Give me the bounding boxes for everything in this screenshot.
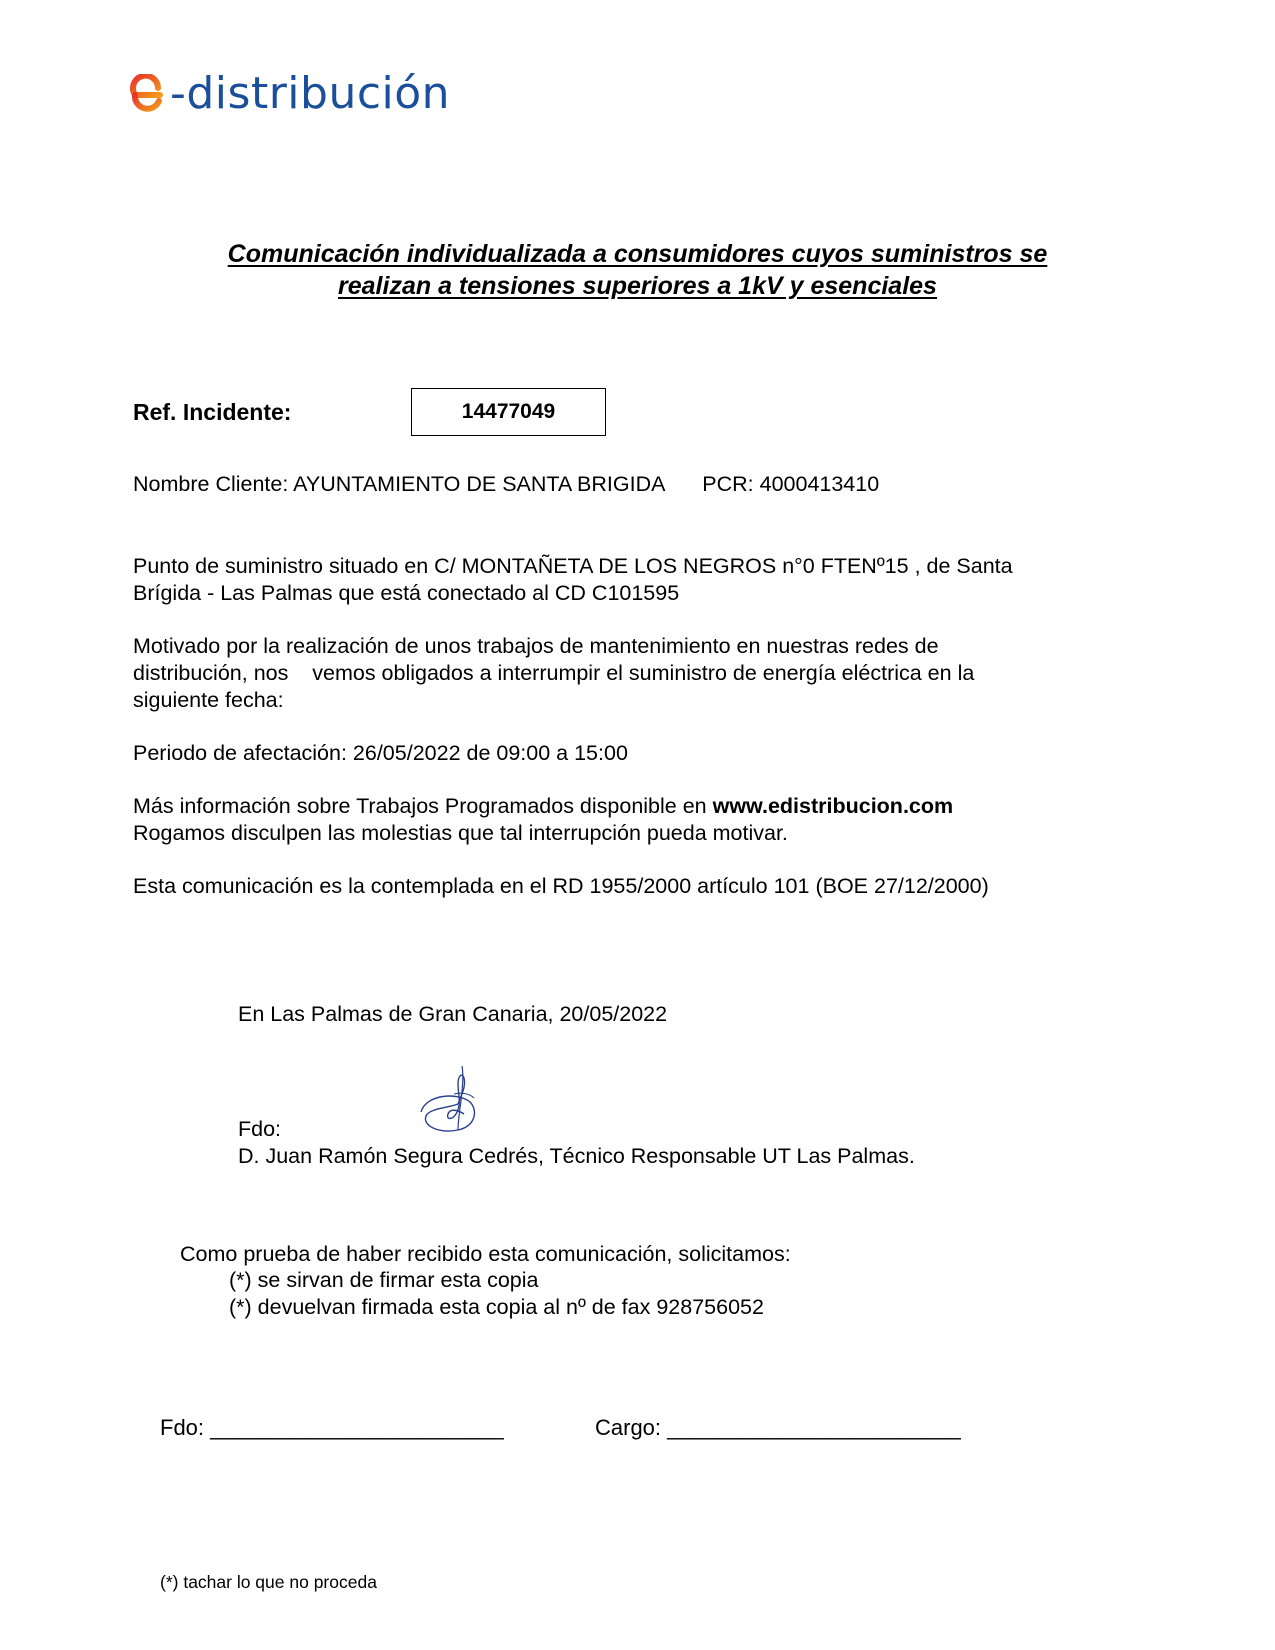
client-line <box>133 471 879 498</box>
motive-paragraph <box>133 633 974 714</box>
ref-value-box <box>411 388 606 436</box>
supply-point-paragraph <box>133 553 1013 607</box>
ack-option-2: (*) devuelvan firmada esta copia al nº de fax 928756052 <box>229 1295 764 1319</box>
ref-value: 14477049 <box>461 400 556 423</box>
title-line-2: realizan a tensiones superiores a 1kV y esenciales <box>338 272 937 300</box>
info-prefix: Más información sobre Trabajos Programados disponible en <box>133 794 713 818</box>
ack-options <box>229 1267 764 1321</box>
fdo-field[interactable]: Fdo: ________________________ <box>160 1415 504 1440</box>
legal-line: Esta comunicación es la contemplada en el RD 1955/2000 artículo 101 (BOE 27/12/2000) <box>133 874 989 898</box>
supply-line-2: Brígida - Las Palmas que está conectado al CD C101595 <box>133 581 680 605</box>
signoff-block <box>238 1116 915 1170</box>
motive-line-1: Motivado por la realización de unos trabajos de mantenimiento en nuestras redes de <box>133 634 939 658</box>
footnote: (*) tachar lo que no proceda <box>160 1572 377 1592</box>
cargo-field[interactable]: Cargo: ________________________ <box>595 1415 961 1440</box>
apology-line: Rogamos disculpen las molestias que tal interrupción pueda motivar. <box>133 821 788 845</box>
client-label: Nombre Cliente: <box>133 472 289 496</box>
ack-option-1: (*) se sirvan de firmar esta copia <box>229 1268 539 1292</box>
ack-intro: Como prueba de haber recibido esta comunicación, solicitamos: <box>180 1242 791 1266</box>
motive-line-2: distribución, nos vemos obligados a interrumpir el suministro de energía eléctrica en la <box>133 661 975 685</box>
brand-name: -distribución <box>170 68 451 119</box>
motive-line-3: siguiente fecha: <box>133 688 284 712</box>
supply-line-1: Punto de suministro situado en C/ MONTAÑETA DE LOS NEGROS n°0 FTENº15 , de Santa <box>133 554 1013 578</box>
client-name: AYUNTAMIENTO DE SANTA BRIGIDA <box>293 472 665 496</box>
place-date: En Las Palmas de Gran Canaria, 20/05/2022 <box>238 1002 668 1026</box>
e-logo-icon <box>127 74 167 114</box>
ref-label: Ref. Incidente: <box>133 399 292 425</box>
pcr-label: PCR: <box>702 472 754 496</box>
document-title <box>0 238 1275 302</box>
pcr-value: 4000413410 <box>759 472 880 496</box>
period-line: Periodo de afectación: 26/05/2022 de 09:00 a 15:00 <box>133 741 628 765</box>
fdo-label: Fdo: <box>238 1117 282 1141</box>
title-line-1: Comunicación individualizada a consumidores cuyos suministros se <box>227 240 1048 268</box>
info-paragraph <box>133 793 953 847</box>
website-link[interactable]: www.edistribucion.com <box>712 794 954 818</box>
signer-name: D. Juan Ramón Segura Cedrés, Técnico Responsable UT Las Palmas. <box>238 1144 915 1168</box>
brand-logo <box>127 64 450 124</box>
